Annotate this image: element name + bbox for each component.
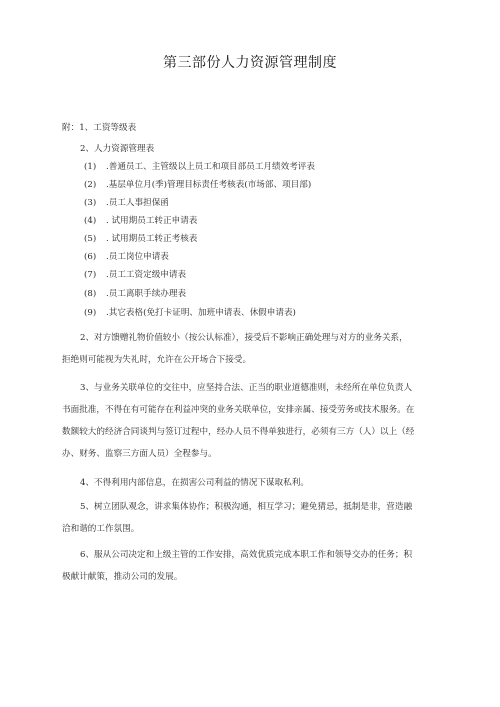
form-list-item [84, 287, 186, 299]
appendix-item-1: 附：1、工资等级表 [62, 123, 137, 133]
paragraph-line: 2、对方馈赠礼物价值较小（按公认标准），接受后不影响正确处理与对方的业务关系， [80, 333, 408, 343]
form-name: .员工岗位申请表 [106, 252, 169, 262]
form-list-item [84, 306, 296, 318]
appendix-item-2: 2、人力资源管理表 [80, 144, 155, 154]
form-name: .其它表格(免打卡证明、加班申请表、休假申请表) [106, 308, 296, 318]
document-title: 第三部份人力资源管理制度 [163, 55, 337, 71]
form-number: (6) [84, 252, 97, 262]
form-list-item [84, 160, 315, 172]
paragraph-line: 6、服从公司决定和上级主管的工作安排，高效优质完成本职工作和领导交办的任务；积 [80, 550, 413, 560]
form-number: (3) [84, 198, 97, 208]
rule-paragraph [62, 496, 460, 540]
form-name: .员工工资定级申请表 [106, 270, 187, 280]
form-list-item [84, 232, 197, 244]
form-number: (7) [84, 270, 97, 280]
paragraph-line: 数额较大的经济合同谈判与签订过程中，经办人员不得单独进行，必须有三方（人）以上（经 [62, 427, 415, 437]
form-list-item [84, 268, 186, 280]
paragraph-line: 办、财务、监察三方面人员）全程参与。 [62, 449, 217, 459]
form-name: .基层单位月(季)管理目标责任考核表(市场部、项目部) [106, 180, 312, 190]
paragraph-line: 洽和谐的工作氛围。 [62, 524, 140, 534]
form-number: (9) [84, 308, 97, 318]
form-name: .员工人事担保函 [106, 198, 169, 208]
paragraph-line: 4、不得利用内部信息，在损害公司利益的情况下谋取私利。 [80, 478, 309, 488]
form-name: . 试用期员工转正考核表 [106, 234, 198, 244]
paragraph-line: 书面批准，不得在有可能存在利益冲突的业务关联单位，安排亲属、接受劳务或技术服务。在 [62, 405, 415, 415]
form-list-item [84, 250, 169, 262]
form-list-item [84, 214, 197, 226]
rule-paragraph [62, 544, 460, 588]
rule-paragraph [62, 377, 460, 465]
form-number: (5) [84, 234, 97, 244]
paragraph-line: 3、与业务关联单位的交往中，应坚持合法、正当的职业道德准则，未经所在单位负责人 [80, 383, 413, 393]
form-list-item [84, 196, 169, 208]
form-number: (8) [84, 289, 97, 299]
form-name: . 试用期员工转正申请表 [106, 216, 198, 226]
rule-paragraph [62, 472, 460, 494]
form-number: (1) [84, 162, 97, 172]
paragraph-line: 5、树立团队观念，讲求集体协作；积极沟通，相互学习；避免猜忌，抵制是非，营造融 [80, 502, 413, 512]
form-name: .员工离职手续办理表 [106, 289, 187, 299]
form-name: .普通员工、主管级以上员工和项目部员工月绩效考评表 [106, 162, 315, 172]
form-list-item [84, 178, 311, 190]
form-number: (2) [84, 180, 97, 190]
paragraph-line: 拒绝则可能视为失礼时，允许在公开场合下接受。 [62, 355, 252, 365]
paragraph-line: 极献计献策，推动公司的发展。 [62, 572, 183, 582]
rule-paragraph [62, 327, 460, 371]
form-number: (4) [84, 216, 97, 226]
